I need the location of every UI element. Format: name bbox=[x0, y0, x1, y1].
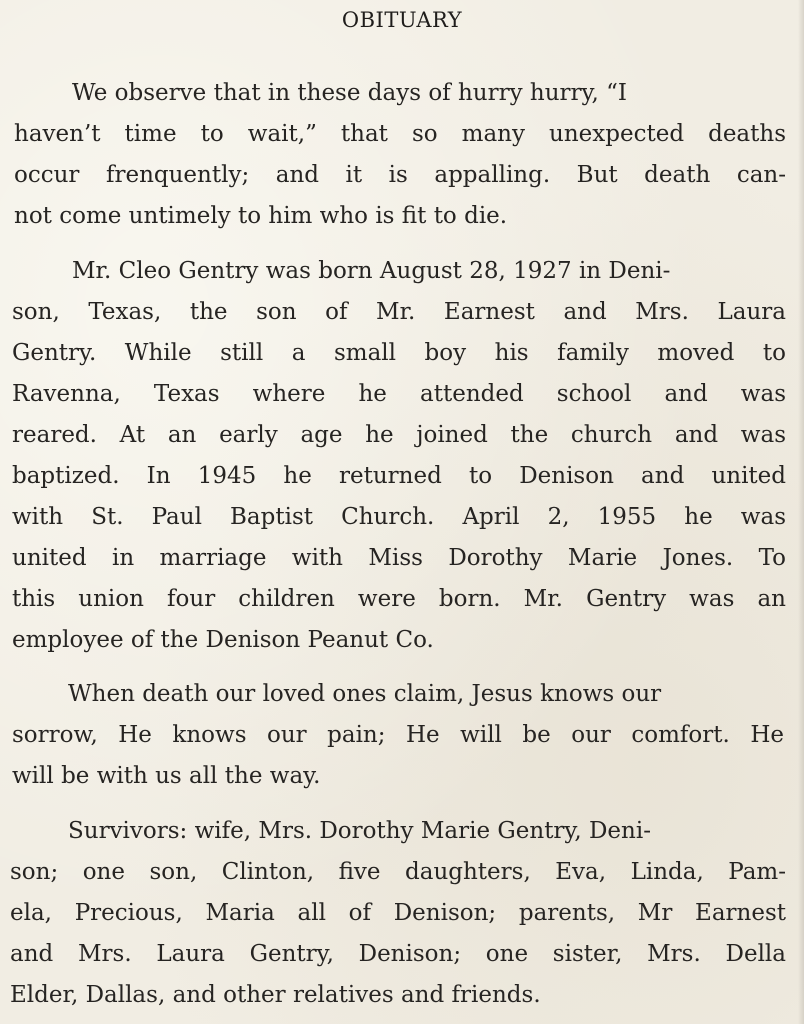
text-line: Ravenna, Texas where he attended school and was bbox=[12, 381, 786, 407]
text-line: reared. At an early age he joined the church and was bbox=[12, 422, 786, 448]
text-line: this union four children were born. Mr. Gentry was an bbox=[12, 586, 786, 612]
text-line: united in marriage with Miss Dorothy Marie Jones. To bbox=[12, 545, 786, 571]
text-line: ela, Precious, Maria all of Denison; parents, Mr Earnest bbox=[10, 900, 786, 926]
paper-edge bbox=[798, 0, 804, 1024]
text-line: occur frenquently; and it is appalling. But death can- bbox=[14, 162, 786, 188]
text-line: baptized. In 1945 he returned to Denison and united bbox=[12, 463, 786, 489]
text-line: son, Texas, the son of Mr. Earnest and Mrs. Laura bbox=[12, 299, 786, 325]
text-line: son; one son, Clinton, five daughters, Eva, Linda, Pam- bbox=[10, 859, 786, 885]
text-line: We observe that in these days of hurry hurry, “I bbox=[72, 80, 627, 106]
text-line: Survivors: wife, Mrs. Dorothy Marie Gentry, Deni- bbox=[68, 818, 651, 844]
page-title: OBITUARY bbox=[341, 8, 463, 32]
text-line: employee of the Denison Peanut Co. bbox=[12, 627, 434, 653]
text-line: When death our loved ones claim, Jesus knows our bbox=[68, 681, 662, 707]
text-line: not come untimely to him who is fit to die. bbox=[14, 203, 508, 229]
text-line: haven’t time to wait,” that so many unexpected deaths bbox=[14, 121, 786, 147]
text-line: Mr. Cleo Gentry was born August 28, 1927 in Deni- bbox=[72, 258, 671, 284]
text-line: will be with us all the way. bbox=[12, 763, 321, 789]
text-line: sorrow, He knows our pain; He will be our comfort. He bbox=[12, 722, 784, 748]
text-line: Gentry. While still a small boy his family moved to bbox=[12, 340, 786, 366]
text-line: Elder, Dallas, and other relatives and friends. bbox=[10, 982, 541, 1008]
text-line: with St. Paul Baptist Church. April 2, 1955 he was bbox=[12, 504, 786, 530]
text-line: and Mrs. Laura Gentry, Denison; one sister, Mrs. Della bbox=[10, 941, 786, 967]
